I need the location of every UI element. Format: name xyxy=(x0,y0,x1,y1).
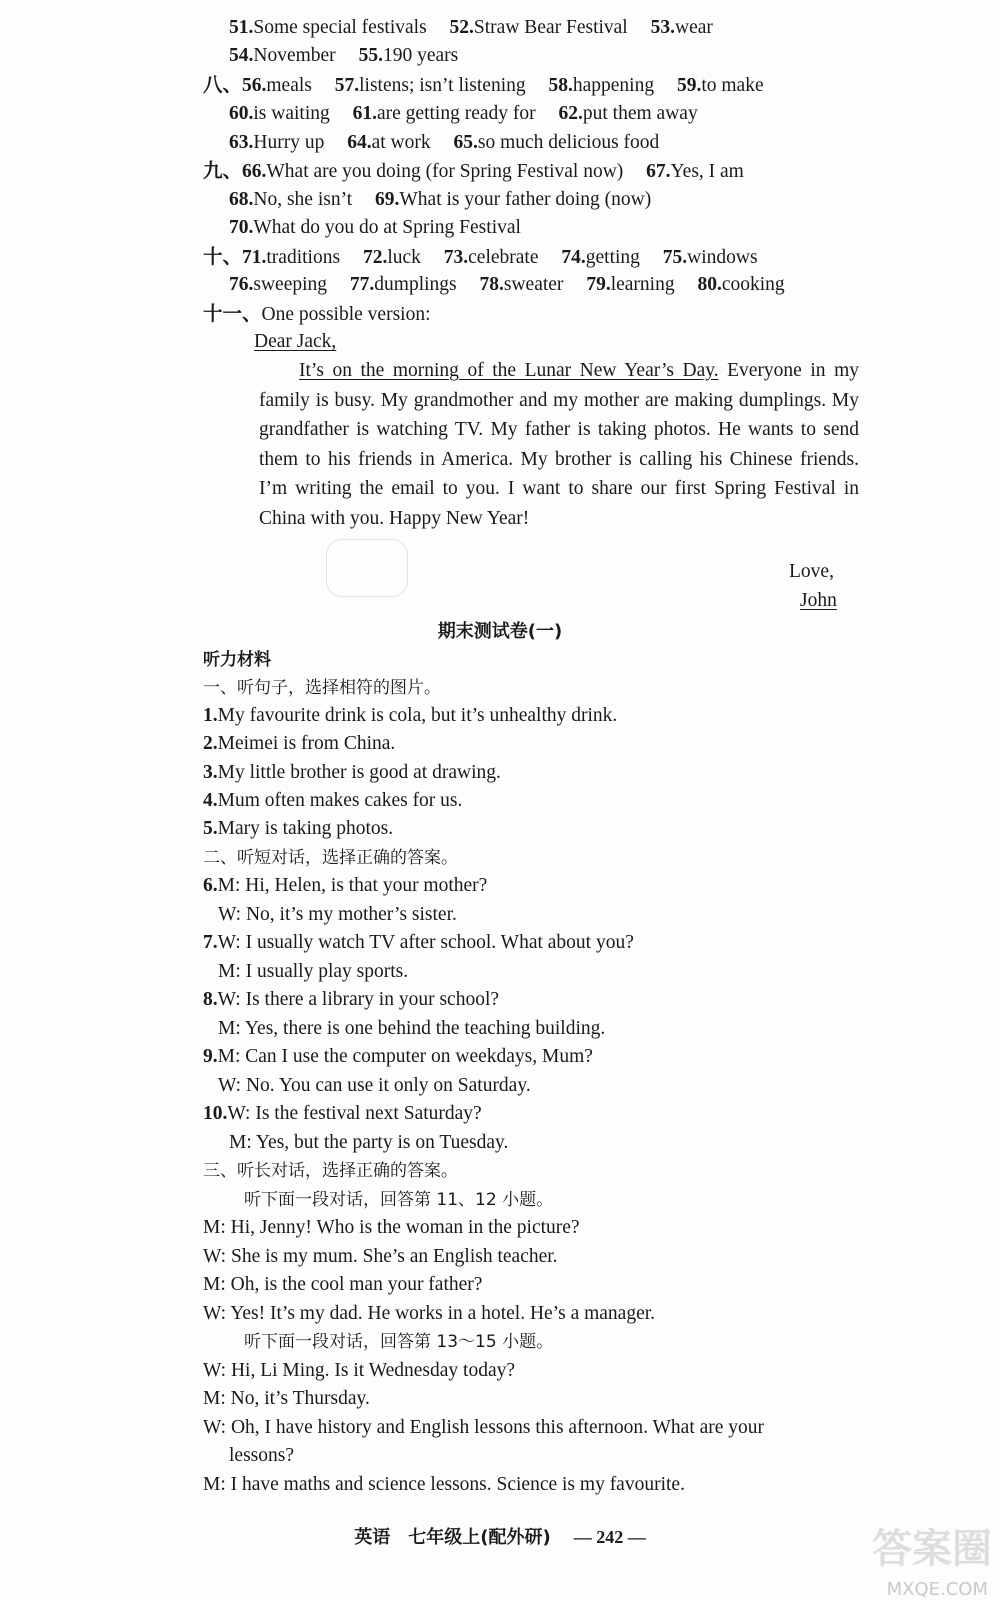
answer-text: at work xyxy=(371,132,431,153)
section-marker: 八、 xyxy=(203,73,243,96)
answer-text: put them away xyxy=(582,103,698,124)
question-number: 69. xyxy=(375,189,400,210)
question-number: 63. xyxy=(229,132,254,153)
dialogue-line: W: Oh, I have history and English lessons this afternoon. What are your xyxy=(203,1417,765,1438)
letter-first-sentence: It’s on the morning of the Lunar New Year’s Day. xyxy=(299,360,719,381)
question-text: Mum often makes cakes for us. xyxy=(217,790,463,811)
question-number: 2. xyxy=(203,733,218,754)
answer-line-56-59 xyxy=(203,72,764,99)
question-number: 79. xyxy=(586,274,611,295)
listening-heading: 听力材料 xyxy=(203,650,271,670)
section-marker: 九、 xyxy=(203,159,243,182)
answer-text: What do you do at Spring Festival xyxy=(253,217,521,238)
answer-text: Some special festivals xyxy=(253,17,427,38)
question-number: 64. xyxy=(347,132,372,153)
question-number: 77. xyxy=(349,274,375,295)
answer-text: getting xyxy=(585,247,640,268)
watermark-logo: 答案圈 xyxy=(872,1526,992,1572)
listening-item-4 xyxy=(203,788,462,814)
dialogue-line: M: Oh, is the cool man your father? xyxy=(203,1274,483,1295)
answer-text: What are you doing (for Spring Festival now) xyxy=(266,161,624,182)
question-number: 7. xyxy=(203,932,218,953)
stamp-icon xyxy=(326,539,408,597)
question-number: 67. xyxy=(646,161,671,182)
answer-text: Hurry up xyxy=(253,132,325,153)
answer-line-63-65 xyxy=(229,130,659,156)
dialogue-line: W: Hi, Li Ming. Is it Wednesday today? xyxy=(203,1360,515,1381)
answer-text: to make xyxy=(701,75,764,96)
answer-text: are getting ready for xyxy=(377,103,536,124)
question-number: 57. xyxy=(334,75,360,96)
dialogue-line: M: I have maths and science lessons. Science is my favourite. xyxy=(203,1474,685,1495)
answer-text: wear xyxy=(674,17,713,38)
question-number: 52. xyxy=(449,17,474,38)
question-number: 80. xyxy=(697,274,722,295)
answer-text: What is your father doing (now) xyxy=(399,189,652,210)
dialogue-line: M: Can I use the computer on weekdays, Mum? xyxy=(217,1046,593,1067)
section-marker: 十一、 xyxy=(203,302,262,325)
listening-item-1 xyxy=(203,703,617,729)
dialogue-line: W: No, it’s my mother’s sister. xyxy=(218,904,457,925)
dialogue-6 xyxy=(203,873,487,899)
dialogue-8 xyxy=(203,987,499,1013)
question-number: 8. xyxy=(203,989,218,1010)
dialogue-line: W: I usually watch TV after school. What about you? xyxy=(217,932,634,953)
answer-line-51-53 xyxy=(229,15,713,41)
question-number: 78. xyxy=(479,274,504,295)
section-marker: 十、 xyxy=(203,245,243,268)
question-text: Meimei is from China. xyxy=(217,733,396,754)
dialogue-line: W: Yes! It’s my dad. He works in a hotel. He’s a manager. xyxy=(203,1303,656,1324)
question-text: Mary is taking photos. xyxy=(217,818,394,839)
dialogue-line: M: Yes, but the party is on Tuesday. xyxy=(229,1132,509,1153)
question-number: 53. xyxy=(650,17,675,38)
part-1-heading: 一、听句子，选择相符的图片。 xyxy=(203,678,441,698)
question-number: 54. xyxy=(229,45,254,66)
letter-greeting: Dear Jack, xyxy=(254,331,337,352)
question-number: 65. xyxy=(453,132,478,153)
instruction-11-12: 听下面一段对话，回答第 11、12 小题。 xyxy=(244,1190,554,1210)
question-number: 58. xyxy=(548,75,573,96)
answer-text: No, she isn’t xyxy=(253,189,353,210)
listening-item-2 xyxy=(203,731,395,757)
dialogue-line: M: Hi, Helen, is that your mother? xyxy=(217,875,488,896)
answer-text: happening xyxy=(572,75,655,96)
letter-body-text: Everyone in my family is busy. My grandmother and my mother are making dumplings. My grandfather is watching TV. My father is taking photos. He wants to send them to his friends in America. My brother is calling his Chinese friends. I’m writing the email to you. I want to share our first Spring Festival in China with you. Happy New Year! xyxy=(259,360,859,529)
dialogue-line: M: I usually play sports. xyxy=(218,961,409,982)
answer-text: One possible version: xyxy=(261,304,431,325)
question-number: 70. xyxy=(229,217,254,238)
question-number: 5. xyxy=(203,818,218,839)
answer-text: is waiting xyxy=(253,103,330,124)
question-number: 1. xyxy=(203,705,218,726)
answer-text: windows xyxy=(687,247,758,268)
answer-text: meals xyxy=(266,75,312,96)
question-number: 76. xyxy=(229,274,254,295)
dialogue-line: M: Yes, there is one behind the teaching building. xyxy=(218,1018,606,1039)
question-number: 56. xyxy=(242,75,267,96)
answer-line-70 xyxy=(229,215,521,241)
dialogue-line-continued: lessons? xyxy=(229,1445,294,1466)
question-number: 66. xyxy=(242,161,267,182)
question-number: 51. xyxy=(229,17,254,38)
letter-signature: John xyxy=(800,590,837,611)
dialogue-line: M: Hi, Jenny! Who is the woman in the picture? xyxy=(203,1217,580,1238)
instruction-13-15: 听下面一段对话，回答第 13～15 小题。 xyxy=(244,1332,554,1352)
answer-text: Yes, I am xyxy=(670,161,744,182)
dialogue-7 xyxy=(203,930,634,956)
question-number: 60. xyxy=(229,103,254,124)
answer-text: celebrate xyxy=(468,247,539,268)
dialogue-line: W: Is there a library in your school? xyxy=(217,989,500,1010)
answer-line-71-75 xyxy=(203,244,758,271)
answer-text: 190 years xyxy=(382,45,459,66)
question-number: 3. xyxy=(203,762,218,783)
part-3-heading: 三、听长对话，选择正确的答案。 xyxy=(203,1161,458,1181)
question-number: 6. xyxy=(203,875,218,896)
question-number: 73. xyxy=(443,247,469,268)
listening-item-3 xyxy=(203,760,501,786)
question-number: 62. xyxy=(558,103,583,124)
answer-text: listens; isn’t listening xyxy=(359,75,526,96)
question-text: My little brother is good at drawing. xyxy=(217,762,501,783)
answer-line-60-62 xyxy=(229,101,698,127)
question-number: 55. xyxy=(358,45,383,66)
question-number: 75. xyxy=(662,247,688,268)
footer-subject: 英语 七年级上(配外研) xyxy=(354,1527,551,1548)
page-number: — 242 — xyxy=(573,1527,646,1547)
question-number: 68. xyxy=(229,189,254,210)
answer-text: learning xyxy=(610,274,675,295)
question-number: 4. xyxy=(203,790,218,811)
listening-item-5 xyxy=(203,816,393,842)
letter-body xyxy=(259,356,859,533)
answer-text: sweater xyxy=(503,274,564,295)
question-text: My favourite drink is cola, but it’s unhealthy drink. xyxy=(217,705,618,726)
question-number: 59. xyxy=(676,75,702,96)
answer-text: sweeping xyxy=(253,274,328,295)
exam-title: 期末测试卷(一) xyxy=(437,621,563,642)
answer-text: November xyxy=(253,45,336,66)
answer-line-76-80 xyxy=(229,272,785,298)
dialogue-10 xyxy=(203,1101,482,1127)
answer-line-66-67 xyxy=(203,158,744,185)
dialogue-line: W: She is my mum. She’s an English teacher. xyxy=(203,1246,558,1267)
answer-text: so much delicious food xyxy=(477,132,660,153)
dialogue-line: W: Is the festival next Saturday? xyxy=(227,1103,482,1124)
answer-line-68-69 xyxy=(229,187,651,213)
answer-text: traditions xyxy=(266,247,341,268)
answer-text: cooking xyxy=(721,274,785,295)
question-number: 72. xyxy=(362,247,388,268)
answer-line-writing xyxy=(203,301,431,328)
question-number: 74. xyxy=(561,247,586,268)
page-footer xyxy=(0,1523,1000,1549)
answer-line-54-55 xyxy=(229,43,458,69)
part-2-heading: 二、听短对话，选择正确的答案。 xyxy=(203,848,458,868)
answer-text: luck xyxy=(387,247,421,268)
dialogue-line: M: No, it’s Thursday. xyxy=(203,1388,370,1409)
dialogue-9 xyxy=(203,1044,593,1070)
watermark-site: MXQE.COM xyxy=(886,1579,988,1600)
question-number: 71. xyxy=(242,247,267,268)
answer-text: dumplings xyxy=(374,274,457,295)
letter-closing: Love, xyxy=(789,561,834,582)
question-number: 61. xyxy=(352,103,377,124)
question-number: 10. xyxy=(203,1103,228,1124)
answer-text: Straw Bear Festival xyxy=(473,17,628,38)
question-number: 9. xyxy=(203,1046,218,1067)
dialogue-line: W: No. You can use it only on Saturday. xyxy=(218,1075,531,1096)
